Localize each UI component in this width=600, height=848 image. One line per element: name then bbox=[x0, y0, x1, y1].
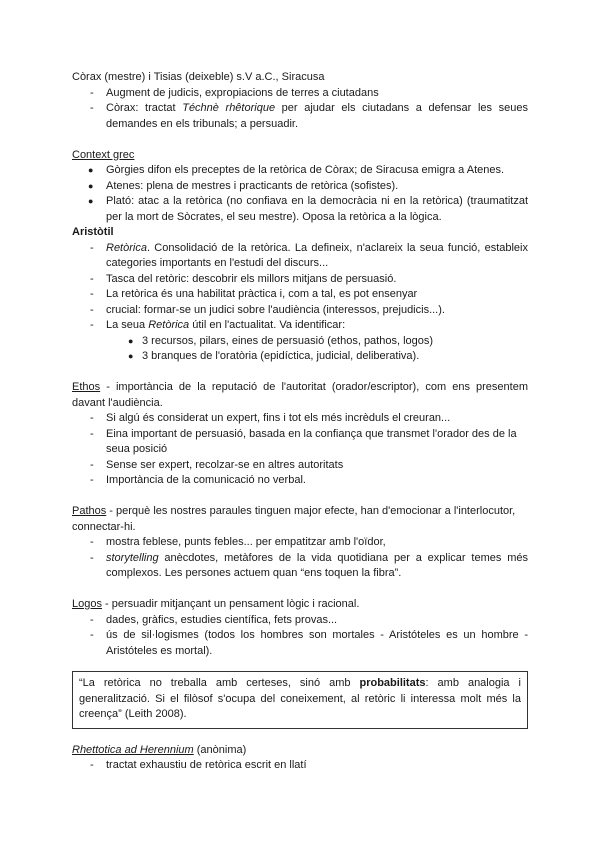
list-item: - Còrax: tractat Téchnè rhêtorique per ajudar els ciutadans a defensar les seues demandes en els tribunals; a persuadir. bbox=[90, 102, 529, 130]
intro-line: Còrax (mestre) i Tisias (deixeble) s.V a.C., Siracusa bbox=[72, 71, 325, 83]
herennium-title: Rhettotica ad Herennium bbox=[72, 743, 194, 756]
list-item: - Tasca del retòric: descobrir els millors mitjans de persuasió. bbox=[90, 272, 397, 285]
list-item: - La retòrica és una habilitat pràctica i, com a tal, es pot ensenyar bbox=[90, 288, 418, 300]
list-item: - ús de sil·logismes (todos los hombres son mortales - Aristóteles es un hombre - Aristóteles es mortal). bbox=[90, 629, 528, 657]
aristotil-list bbox=[72, 241, 528, 334]
list-item: ● Gòrgies difon els preceptes de la retòrica de Còrax; de Siracusa emigra a Atenes. bbox=[88, 164, 505, 176]
intro-list bbox=[72, 86, 528, 133]
pathos-term: Pathos bbox=[72, 505, 107, 517]
herennium-list bbox=[72, 758, 528, 774]
pathos-list bbox=[72, 535, 528, 582]
list-item: - Retòrica. Consolidació de la retòrica. La defineix, n'aclareix la seua funció, estableix categories importants en l'estudi del discurs... bbox=[90, 241, 528, 269]
logos-term: Logos bbox=[72, 598, 102, 610]
logos-paragraph: Logos - persuadir mitjançant un pensament lògic i racional. bbox=[72, 598, 360, 610]
list-item: - Augment de judicis, expropiacions de terres a ciutadans bbox=[90, 86, 379, 99]
aristotil-heading: Aristòtil bbox=[72, 226, 114, 238]
aristotil-sublist bbox=[72, 334, 528, 365]
quote-box: “La retòrica no treballa amb certeses, sinó amb probabilitats: amb analogia i generalització. Si el filòsof s'ocupa del coneixement, al retòric li interessa molt més la creença” (Leith 2008). bbox=[72, 671, 528, 729]
logos-list bbox=[72, 613, 528, 660]
list-item: - tractat exhaustiu de retòrica escrit en llatí bbox=[90, 759, 307, 771]
ethos-list bbox=[72, 411, 528, 489]
ethos-term: Ethos bbox=[72, 381, 101, 393]
context-list bbox=[72, 163, 528, 225]
pathos-paragraph: Pathos - perquè les nostres paraules tinguen major efecte, han d'emocionar a l'interlocutor, connectar-hi. bbox=[72, 505, 516, 533]
list-item: - mostra feblese, punts febles... per empatitzar amb l'oïdor, bbox=[90, 536, 386, 548]
document-page bbox=[72, 70, 528, 774]
list-item: - Importància de la comunicació no verbal. bbox=[90, 474, 306, 486]
list-item: - storytelling anècdotes, metàfores de la vida quotidiana per a explicar temes més complexos. Les persones actuem quan “ens toquen la fibra”. bbox=[90, 551, 528, 579]
ethos-paragraph: Ethos - importància de la reputació de l'autoritat (orador/escriptor), com ens presentem davant l'audiència. bbox=[72, 381, 528, 409]
list-item: ● Atenes: plena de mestres i practicants de retòrica (sofistes). bbox=[88, 179, 399, 192]
list-item: ● 3 branques de l'oratòria (epidíctica, judicial, deliberativa). bbox=[128, 350, 420, 362]
herennium-heading: Rhettotica ad Herennium (anònima) bbox=[72, 743, 247, 756]
list-item: - dades, gràfics, estudies científica, fets provas... bbox=[90, 613, 338, 626]
list-item: - Eina important de persuasió, basada en la confiança que transmet l'orador des de la seua posició bbox=[90, 427, 517, 455]
list-item: - Si algú és considerat un expert, fins i tot els més incrèduls el creuran... bbox=[90, 412, 451, 424]
context-heading: Context grec bbox=[72, 148, 135, 161]
list-item: - La seua Retòrica útil en l'actualitat. Va identificar: bbox=[90, 319, 346, 331]
list-item: - Sense ser expert, recolzar-se en altres autoritats bbox=[90, 458, 344, 471]
list-item: - crucial: formar-se un judici sobre l'audiència (interessos, prejudicis...). bbox=[90, 303, 445, 316]
list-item: ● Plató: atac a la retòrica (no confiava en la democràcia ni en la retòrica) (traumatitzat per la mort de Sòcrates, el seu mestre). Oposa la retòrica a la lògica. bbox=[88, 195, 528, 223]
list-item: ● 3 recursos, pilars, eines de persuasió (ethos, pathos, logos) bbox=[128, 334, 434, 347]
